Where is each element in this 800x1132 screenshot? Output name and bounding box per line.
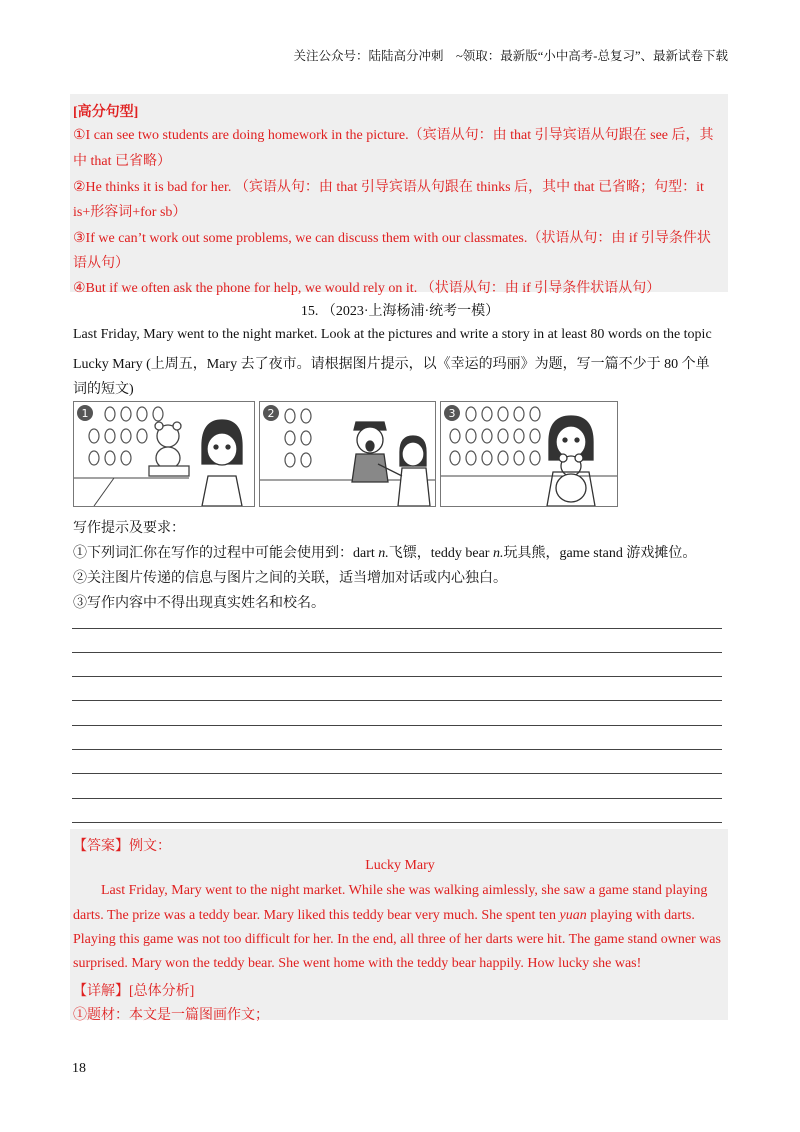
- pattern-line: ④But if we often ask the phone for help, we would rely on it. （状语从句：由 if 引导条件状语从句）: [73, 281, 661, 296]
- prompt-line: 词的短文): [73, 382, 134, 397]
- writing-line[interactable]: [72, 798, 722, 799]
- pattern-line: is+形容词+for sb）: [73, 205, 187, 220]
- writing-line[interactable]: [72, 822, 722, 823]
- pattern-line: ①I can see two students are doing homework in the picture.（宾语从句：由 that 引导宾语从句跟在 see 后，其: [73, 128, 714, 143]
- writing-line[interactable]: [72, 628, 722, 629]
- hints-title: 写作提示及要求：: [73, 521, 185, 536]
- essay-line: darts. The prize was a teddy bear. Mary liked this teddy bear very much. She spent ten yuan playing with darts.: [73, 908, 695, 923]
- essay-line: Playing this game was not too difficult for her. In the end, all three of her darts were hit. The game stand owner was: [73, 932, 721, 947]
- detail-label: 【详解】[总体分析]: [73, 984, 195, 999]
- pattern-line: ③If we can’t work out some problems, we can discuss them with our classmates.（状语从句：由 if 引导条件状: [73, 231, 711, 246]
- panel-number: 3: [448, 407, 456, 420]
- answer-label: 【答案】例文：: [73, 839, 171, 854]
- prompt-line: Last Friday, Mary went to the night market. Look at the pictures and write a story in at least 80 words on the topic: [73, 327, 712, 342]
- pattern-line: 中 that 已省略）: [73, 154, 171, 169]
- picture-panel-1: [73, 401, 255, 507]
- sentence-patterns-tag: [高分句型]: [73, 105, 139, 120]
- essay-line: Last Friday, Mary went to the night market. While she was walking aimlessly, she saw a game stand playing: [101, 883, 708, 898]
- panel-number: 2: [267, 407, 275, 420]
- panel-number: 1: [81, 407, 89, 420]
- prompt-line: Lucky Mary (上周五，Mary 去了夜市。请根据图片提示，以《幸运的玛丽》为题，写一篇不少于 80 个单: [73, 357, 710, 372]
- hint-2: ②关注图片传递的信息与图片之间的关联，适当增加对话或内心独白。: [73, 571, 507, 586]
- problem-title: 15. （2023·上海杨浦·统考一模）: [300, 304, 500, 319]
- writing-line[interactable]: [72, 749, 722, 750]
- page-header: 关注公众号：陆陆高分冲刺 ~领取：最新版“小中高考-总复习”、最新试卷下载: [293, 49, 728, 63]
- writing-line[interactable]: [72, 676, 722, 677]
- detail-item: ①题材：本文是一篇图画作文；: [73, 1008, 269, 1023]
- picture-panel-3: [440, 401, 618, 507]
- essay-title: Lucky Mary: [365, 858, 435, 873]
- writing-line[interactable]: [72, 725, 722, 726]
- pattern-line: ②He thinks it is bad for her. （宾语从句：由 that 引导宾语从句跟在 thinks 后，其中 that 已省略；句型：it: [73, 180, 704, 195]
- pattern-line: 语从句）: [73, 256, 129, 271]
- essay-line: surprised. Mary won the teddy bear. She went home with the teddy bear happily. How lucky she was!: [73, 956, 642, 971]
- page-number: 18: [72, 1061, 86, 1076]
- hint-3: ③写作内容中不得出现真实姓名和校名。: [73, 596, 325, 611]
- hint-1: ①下列词汇你在写作的过程中可能会使用到：dart n.飞镖，teddy bear n.玩具熊，game stand 游戏摊位。: [73, 546, 697, 561]
- writing-line[interactable]: [72, 700, 722, 701]
- picture-panel-2: [259, 401, 436, 507]
- writing-line[interactable]: [72, 652, 722, 653]
- writing-line[interactable]: [72, 773, 722, 774]
